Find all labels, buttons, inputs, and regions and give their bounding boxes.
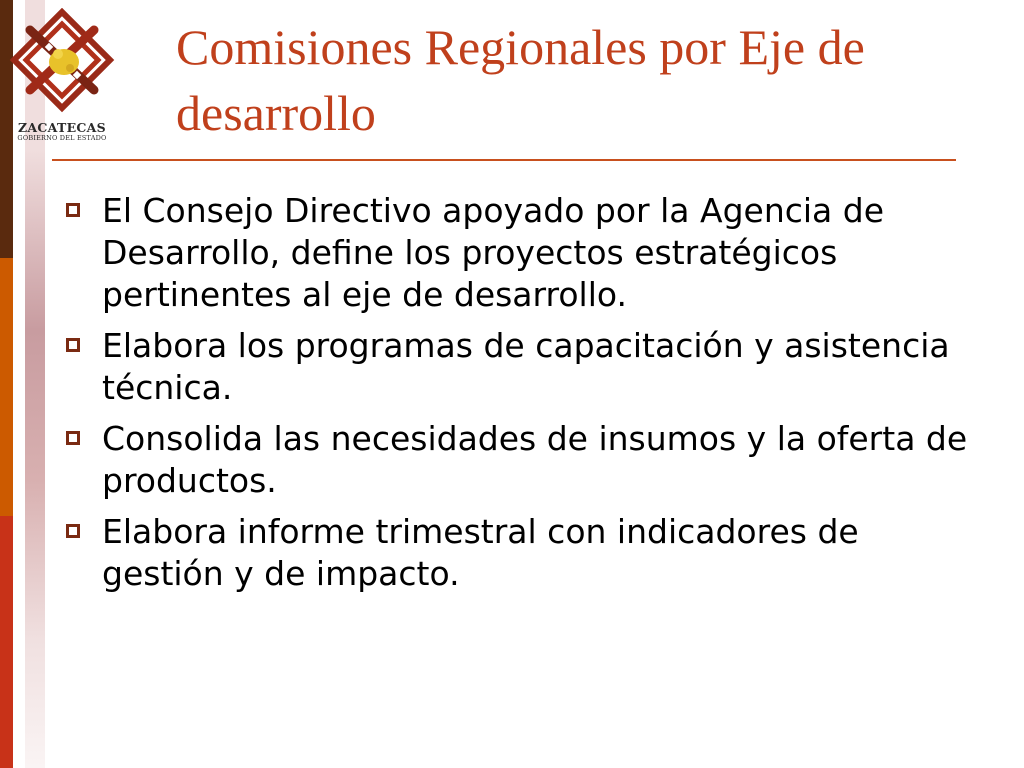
logo (8, 8, 116, 146)
slide-title: Comisiones Regionales por Eje de desarrollo (176, 19, 865, 141)
bullet-text: Elabora los programas de capacitación y asistencia técnica. (102, 326, 950, 407)
bullet-text: Consolida las necesidades de insumos y la oferta de productos. (102, 419, 968, 500)
bullet-list (60, 190, 980, 604)
hollow-square-icon (66, 524, 80, 538)
bullet-text: Elabora informe trimestral con indicadores de gestión y de impacto. (102, 512, 859, 593)
logo-name: ZACATECAS (18, 120, 106, 135)
bullet-item (60, 511, 980, 595)
bullet-item (60, 325, 980, 409)
logo-subtitle: GOBIERNO DEL ESTADO (17, 134, 107, 142)
hollow-square-icon (66, 338, 80, 352)
hollow-square-icon (66, 431, 80, 445)
bullet-item (60, 418, 980, 502)
title-divider (52, 159, 956, 161)
hollow-square-icon (66, 203, 80, 217)
zacatecas-emblem-icon (8, 8, 116, 120)
bullet-text: El Consejo Directivo apoyado por la Agencia de Desarrollo, define los proyectos estratégicos pertinentes al eje de desarrollo. (102, 191, 885, 314)
bullet-item (60, 190, 980, 316)
